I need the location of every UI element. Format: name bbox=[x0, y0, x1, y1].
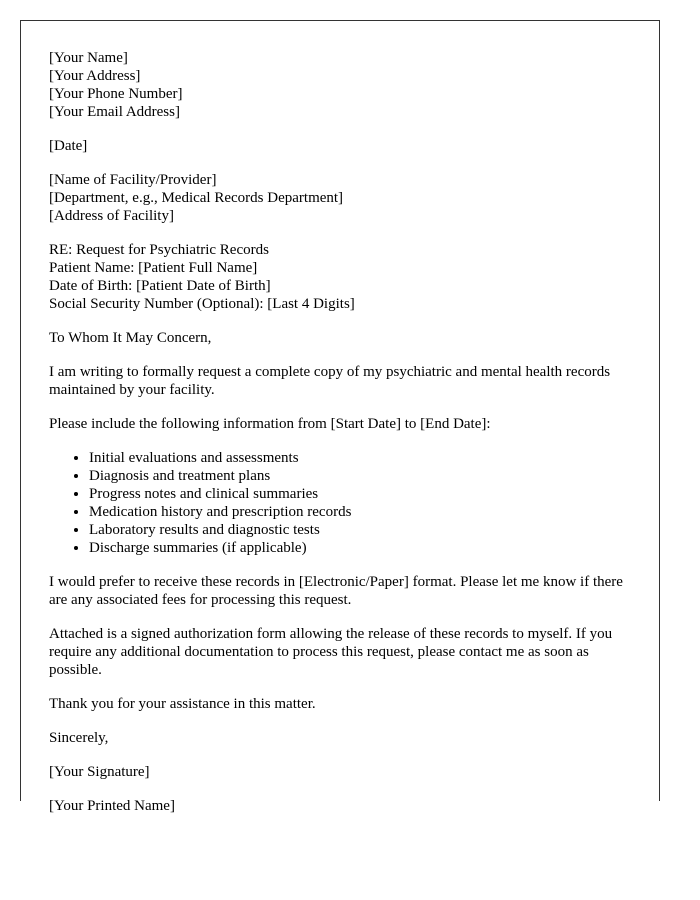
letter-date: [Date] bbox=[49, 138, 88, 154]
list-item: • Laboratory results and diagnostic tests bbox=[89, 521, 634, 539]
signature: [Your Signature] bbox=[49, 764, 150, 780]
list-item: • Diagnosis and treatment plans bbox=[89, 467, 634, 485]
list-item: • Medication history and prescription records bbox=[89, 503, 634, 521]
sender-phone: [Your Phone Number] bbox=[49, 86, 183, 102]
sender-address: [Your Address] bbox=[49, 68, 141, 84]
patient-dob: Date of Birth: [Patient Date of Birth] bbox=[49, 278, 271, 294]
records-list bbox=[49, 449, 634, 557]
list-item: • Initial evaluations and assessments bbox=[89, 449, 634, 467]
letter-content bbox=[49, 49, 634, 831]
include-paragraph: Please include the following information from [Start Date] to [End Date]: bbox=[49, 416, 491, 432]
patient-name: Patient Name: [Patient Full Name] bbox=[49, 260, 258, 276]
format-paragraph: I would prefer to receive these records in [Electronic/Paper] format. Please let me know if there are any associated fees for processing this request. bbox=[49, 574, 623, 608]
closing: Sincerely, bbox=[49, 730, 109, 746]
recipient-block bbox=[49, 171, 634, 225]
recipient-address: [Address of Facility] bbox=[49, 208, 174, 224]
sender-email: [Your Email Address] bbox=[49, 104, 180, 120]
printed-name: [Your Printed Name] bbox=[49, 798, 175, 814]
list-item: • Progress notes and clinical summaries bbox=[89, 485, 634, 503]
subject-block bbox=[49, 241, 634, 313]
letter-page bbox=[20, 20, 660, 814]
attached-paragraph: Attached is a signed authorization form allowing the release of these records to myself. If you require any additional documentation to process this request, please contact me as soon as possible. bbox=[49, 626, 613, 678]
sender-name: [Your Name] bbox=[49, 50, 128, 66]
recipient-name: [Name of Facility/Provider] bbox=[49, 172, 217, 188]
salutation: To Whom It May Concern, bbox=[49, 330, 212, 346]
sender-block bbox=[49, 49, 634, 121]
intro-paragraph: I am writing to formally request a complete copy of my psychiatric and mental health records maintained by your facility. bbox=[49, 364, 611, 398]
thanks-paragraph: Thank you for your assistance in this matter. bbox=[49, 696, 316, 712]
subject-line: RE: Request for Psychiatric Records bbox=[49, 242, 269, 258]
date-block bbox=[49, 137, 634, 155]
patient-ssn: Social Security Number (Optional): [Last 4 Digits] bbox=[49, 296, 355, 312]
list-item: • Discharge summaries (if applicable) bbox=[89, 539, 634, 557]
recipient-department: [Department, e.g., Medical Records Department] bbox=[49, 190, 344, 206]
